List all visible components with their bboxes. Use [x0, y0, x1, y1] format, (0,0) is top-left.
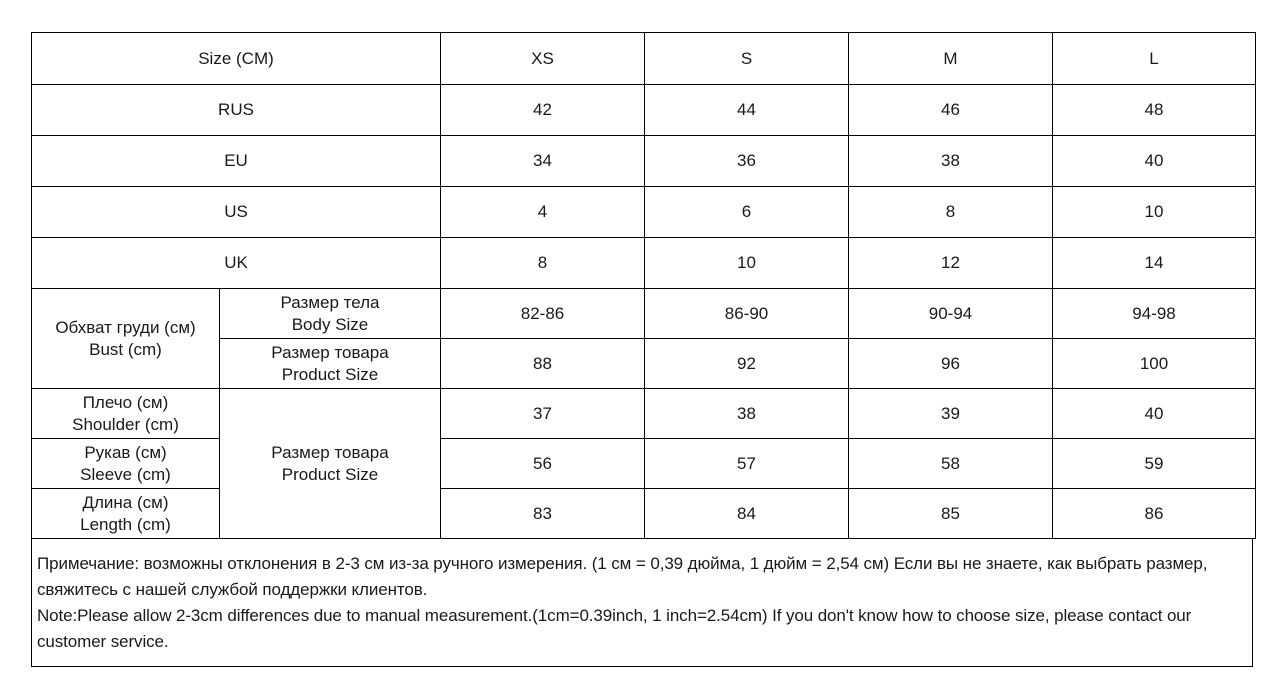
table-cell: 85 — [849, 489, 1053, 539]
table-cell: 6 — [645, 187, 849, 238]
bust-label — [32, 289, 220, 389]
table-cell: 86 — [1053, 489, 1256, 539]
table-row-eu — [32, 136, 1256, 187]
measurement-note — [31, 539, 1253, 667]
table-cell: 8 — [441, 238, 645, 289]
length-label-ru: Длина (см) — [82, 493, 169, 513]
table-cell: 56 — [441, 439, 645, 489]
table-cell: 36 — [645, 136, 849, 187]
size-header-label: Size (CM) — [32, 33, 441, 85]
table-cell: 42 — [441, 85, 645, 136]
standard-label: EU — [32, 136, 441, 187]
table-cell: 92 — [645, 339, 849, 389]
size-header-xs: XS — [441, 33, 645, 85]
table-cell: 82-86 — [441, 289, 645, 339]
table-row-rus — [32, 85, 1256, 136]
table-cell: 10 — [645, 238, 849, 289]
standard-label: RUS — [32, 85, 441, 136]
table-cell: 39 — [849, 389, 1053, 439]
table-cell: 90-94 — [849, 289, 1053, 339]
table-cell: 94-98 — [1053, 289, 1256, 339]
product-size-label — [220, 339, 441, 389]
shoulder-label-en: Shoulder (cm) — [72, 414, 179, 434]
table-cell: 10 — [1053, 187, 1256, 238]
table-cell: 12 — [849, 238, 1053, 289]
table-cell: 44 — [645, 85, 849, 136]
table-cell: 14 — [1053, 238, 1256, 289]
table-row-bust-body — [32, 289, 1256, 339]
size-header-m: M — [849, 33, 1053, 85]
table-cell: 48 — [1053, 85, 1256, 136]
sleeve-label-en: Sleeve (cm) — [80, 464, 171, 484]
garment-product-size-en: Product Size — [281, 464, 379, 484]
table-cell: 46 — [849, 85, 1053, 136]
table-cell: 86-90 — [645, 289, 849, 339]
garment-product-size-label — [220, 389, 441, 539]
table-cell: 8 — [849, 187, 1053, 238]
table-cell: 37 — [441, 389, 645, 439]
shoulder-label — [32, 389, 220, 439]
note-english: Note:Please allow 2-3cm differences due to manual measurement.(1cm=0.39inch, 1 inch=2.54cm) If you don't know how to choose size, please contact our customer service. — [37, 606, 1192, 651]
size-header-s: S — [645, 33, 849, 85]
standard-label: US — [32, 187, 441, 238]
length-label-en: Length (cm) — [80, 514, 171, 534]
product-size-label-ru: Размер товара — [271, 343, 389, 363]
table-cell: 59 — [1053, 439, 1256, 489]
table-cell: 57 — [645, 439, 849, 489]
table-cell: 83 — [441, 489, 645, 539]
size-table — [31, 32, 1256, 539]
table-cell: 38 — [645, 389, 849, 439]
table-row-length — [32, 489, 1256, 539]
size-header-l: L — [1053, 33, 1256, 85]
table-cell: 40 — [1053, 389, 1256, 439]
table-cell: 96 — [849, 339, 1053, 389]
bust-label-en: Bust (cm) — [89, 339, 162, 359]
sleeve-label — [32, 439, 220, 489]
shoulder-label-ru: Плечо (см) — [82, 393, 169, 413]
table-cell: 84 — [645, 489, 849, 539]
product-size-label-en: Product Size — [281, 364, 379, 384]
table-cell: 100 — [1053, 339, 1256, 389]
body-size-label — [220, 289, 441, 339]
table-cell: 58 — [849, 439, 1053, 489]
table-row-sleeve — [32, 439, 1256, 489]
table-cell: 4 — [441, 187, 645, 238]
table-cell: 34 — [441, 136, 645, 187]
table-row-us — [32, 187, 1256, 238]
table-row-shoulder — [32, 389, 1256, 439]
table-cell: 88 — [441, 339, 645, 389]
body-size-label-en: Body Size — [291, 314, 369, 334]
standard-label: UK — [32, 238, 441, 289]
sleeve-label-ru: Рукав (см) — [84, 443, 167, 463]
table-cell: 40 — [1053, 136, 1256, 187]
size-chart — [31, 32, 1255, 667]
body-size-label-ru: Размер тела — [280, 293, 380, 313]
table-row-uk — [32, 238, 1256, 289]
note-russian: Примечание: возможны отклонения в 2-3 см из-за ручного измерения. (1 см = 0,39 дюйма, 1 дюйм = 2,54 см) Если вы не знаете, как выбрать размер, свяжитесь с нашей службой поддержки клиентов. — [37, 554, 1208, 599]
garment-product-size-ru: Размер товара — [271, 443, 389, 463]
table-cell: 38 — [849, 136, 1053, 187]
bust-label-ru: Обхват груди (см) — [55, 318, 196, 338]
header-row — [32, 33, 1256, 85]
length-label — [32, 489, 220, 539]
